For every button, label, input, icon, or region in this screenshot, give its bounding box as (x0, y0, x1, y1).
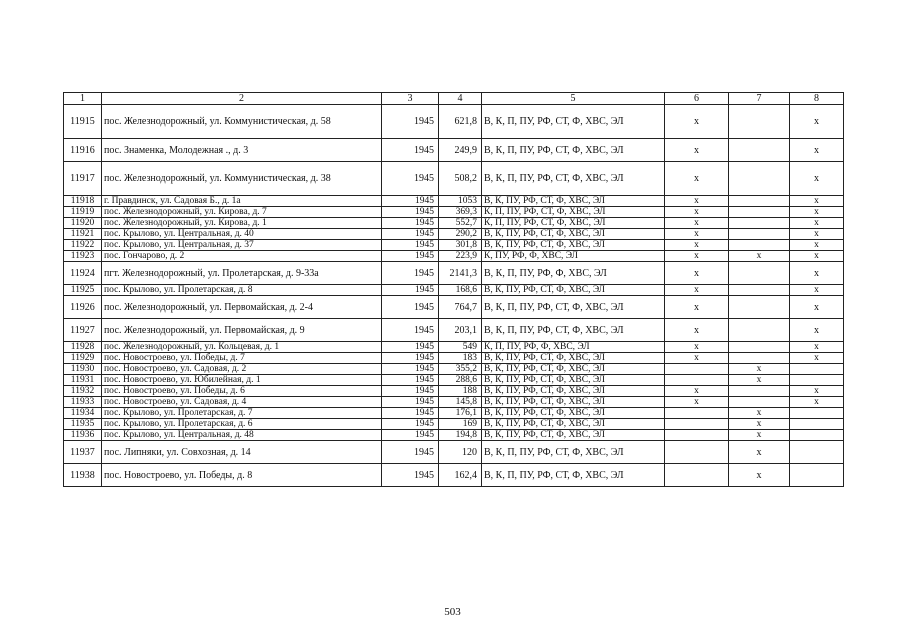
col7-mark-cell: x (729, 441, 790, 464)
row-id-cell: 11930 (64, 364, 102, 375)
row-id-cell: 11938 (64, 464, 102, 487)
col8-mark-cell: x (790, 386, 844, 397)
col8-mark-cell: x (790, 353, 844, 364)
row-id-cell: 11917 (64, 162, 102, 196)
row-id-cell: 11916 (64, 139, 102, 162)
col6-mark-cell: x (665, 353, 729, 364)
systems-cell: В, К, П, ПУ, РФ, СТ, Ф, ХВС, ЭЛ (482, 319, 665, 342)
row-id-cell: 11924 (64, 262, 102, 285)
col8-mark-cell: x (790, 218, 844, 229)
header-cell: 2 (102, 93, 382, 105)
year-cell: 1945 (382, 364, 439, 375)
table-row (64, 386, 844, 397)
col7-mark-cell: x (729, 251, 790, 262)
col6-mark-cell: x (665, 207, 729, 218)
row-id-cell: 11934 (64, 408, 102, 419)
col7-mark-cell: x (729, 464, 790, 487)
header-cell: 4 (439, 93, 482, 105)
table-row (64, 105, 844, 139)
col6-mark-cell: x (665, 319, 729, 342)
address-cell: пос. Крылово, ул. Пролетарская, д. 6 (102, 419, 382, 430)
address-cell: пос. Знаменка, Молодежная ., д. 3 (102, 139, 382, 162)
address-cell: пос. Новостроево, ул. Юбилейная, д. 1 (102, 375, 382, 386)
col8-mark-cell: x (790, 240, 844, 251)
col6-mark-cell: x (665, 139, 729, 162)
col7-mark-cell (729, 386, 790, 397)
col7-mark-cell (729, 139, 790, 162)
year-cell: 1945 (382, 419, 439, 430)
year-cell: 1945 (382, 162, 439, 196)
col8-mark-cell: x (790, 139, 844, 162)
col7-mark-cell (729, 285, 790, 296)
col6-mark-cell: x (665, 196, 729, 207)
row-id-cell: 11933 (64, 397, 102, 408)
systems-cell: В, К, П, ПУ, РФ, СТ, Ф, ХВС, ЭЛ (482, 296, 665, 319)
col8-mark-cell: x (790, 207, 844, 218)
year-cell: 1945 (382, 353, 439, 364)
area-cell: 162,4 (439, 464, 482, 487)
area-cell: 549 (439, 342, 482, 353)
col7-mark-cell (729, 229, 790, 240)
row-id-cell: 11919 (64, 207, 102, 218)
col6-mark-cell (665, 464, 729, 487)
header-cell: 8 (790, 93, 844, 105)
col8-mark-cell: x (790, 285, 844, 296)
col6-mark-cell (665, 375, 729, 386)
table-row (64, 342, 844, 353)
header-cell: 6 (665, 93, 729, 105)
col6-mark-cell: x (665, 397, 729, 408)
address-cell: пос. Железнодорожный, ул. Кирова, д. 1 (102, 218, 382, 229)
col7-mark-cell (729, 353, 790, 364)
area-cell: 2141,3 (439, 262, 482, 285)
area-cell: 301,8 (439, 240, 482, 251)
col7-mark-cell (729, 319, 790, 342)
year-cell: 1945 (382, 375, 439, 386)
col6-mark-cell: x (665, 218, 729, 229)
row-id-cell: 11923 (64, 251, 102, 262)
col7-mark-cell: x (729, 375, 790, 386)
systems-cell: К, П, ПУ, РФ, СТ, Ф, ХВС, ЭЛ (482, 207, 665, 218)
col8-mark-cell: x (790, 397, 844, 408)
systems-cell: В, К, ПУ, РФ, СТ, Ф, ХВС, ЭЛ (482, 353, 665, 364)
year-cell: 1945 (382, 296, 439, 319)
systems-cell: В, К, П, ПУ, РФ, СТ, Ф, ХВС, ЭЛ (482, 162, 665, 196)
area-cell: 621,8 (439, 105, 482, 139)
col8-mark-cell (790, 419, 844, 430)
col6-mark-cell: x (665, 285, 729, 296)
systems-cell: К, П, ПУ, РФ, Ф, ХВС, ЭЛ (482, 342, 665, 353)
col8-mark-cell (790, 408, 844, 419)
table-row (64, 419, 844, 430)
col8-mark-cell: x (790, 196, 844, 207)
table-row (64, 196, 844, 207)
table-row (64, 441, 844, 464)
year-cell: 1945 (382, 240, 439, 251)
col8-mark-cell (790, 464, 844, 487)
year-cell: 1945 (382, 342, 439, 353)
col7-mark-cell (729, 162, 790, 196)
row-id-cell: 11922 (64, 240, 102, 251)
year-cell: 1945 (382, 397, 439, 408)
systems-cell: В, К, ПУ, РФ, СТ, Ф, ХВС, ЭЛ (482, 419, 665, 430)
table-row (64, 251, 844, 262)
table-row (64, 240, 844, 251)
row-id-cell: 11929 (64, 353, 102, 364)
systems-cell: В, К, П, ПУ, РФ, СТ, Ф, ХВС, ЭЛ (482, 105, 665, 139)
systems-cell: К, ПУ, РФ, Ф, ХВС, ЭЛ (482, 251, 665, 262)
table-row (64, 139, 844, 162)
row-id-cell: 11936 (64, 430, 102, 441)
row-id-cell: 11935 (64, 419, 102, 430)
col8-mark-cell: x (790, 342, 844, 353)
col8-mark-cell: x (790, 251, 844, 262)
row-id-cell: 11920 (64, 218, 102, 229)
year-cell: 1945 (382, 386, 439, 397)
address-cell: пос. Липняки, ул. Совхозная, д. 14 (102, 441, 382, 464)
table-body (64, 105, 844, 487)
col6-mark-cell (665, 430, 729, 441)
year-cell: 1945 (382, 285, 439, 296)
systems-cell: В, К, ПУ, РФ, СТ, Ф, ХВС, ЭЛ (482, 430, 665, 441)
systems-cell: В, К, ПУ, РФ, СТ, Ф, ХВС, ЭЛ (482, 285, 665, 296)
table-row (64, 229, 844, 240)
col8-mark-cell (790, 441, 844, 464)
area-cell: 508,2 (439, 162, 482, 196)
table-row (64, 464, 844, 487)
col7-mark-cell (729, 207, 790, 218)
row-id-cell: 11915 (64, 105, 102, 139)
address-cell: пос. Новостроево, ул. Садовая, д. 4 (102, 397, 382, 408)
address-cell: пос. Крылово, ул. Центральная, д. 37 (102, 240, 382, 251)
col8-mark-cell: x (790, 105, 844, 139)
row-id-cell: 11925 (64, 285, 102, 296)
year-cell: 1945 (382, 139, 439, 162)
area-cell: 764,7 (439, 296, 482, 319)
address-cell: пгт. Железнодорожный, ул. Пролетарская, д. 9-33а (102, 262, 382, 285)
area-cell: 288,6 (439, 375, 482, 386)
header-cell: 3 (382, 93, 439, 105)
address-cell: пос. Новостроево, ул. Победы, д. 8 (102, 464, 382, 487)
header-cell: 7 (729, 93, 790, 105)
row-id-cell: 11918 (64, 196, 102, 207)
area-cell: 194,8 (439, 430, 482, 441)
row-id-cell: 11928 (64, 342, 102, 353)
header-cell: 5 (482, 93, 665, 105)
area-cell: 183 (439, 353, 482, 364)
address-cell: пос. Крылово, ул. Пролетарская, д. 8 (102, 285, 382, 296)
area-cell: 188 (439, 386, 482, 397)
col6-mark-cell (665, 419, 729, 430)
table-row (64, 319, 844, 342)
table-row (64, 207, 844, 218)
col6-mark-cell: x (665, 251, 729, 262)
year-cell: 1945 (382, 207, 439, 218)
col6-mark-cell (665, 364, 729, 375)
systems-cell: В, К, ПУ, РФ, СТ, Ф, ХВС, ЭЛ (482, 229, 665, 240)
table-row (64, 262, 844, 285)
col8-mark-cell (790, 375, 844, 386)
systems-cell: В, К, ПУ, РФ, СТ, Ф, ХВС, ЭЛ (482, 386, 665, 397)
systems-cell: В, К, П, ПУ, РФ, Ф, ХВС, ЭЛ (482, 262, 665, 285)
table-row (64, 162, 844, 196)
area-cell: 168,6 (439, 285, 482, 296)
address-cell: пос. Крылово, ул. Пролетарская, д. 7 (102, 408, 382, 419)
address-cell: пос. Железнодорожный, ул. Кольцевая, д. 1 (102, 342, 382, 353)
col8-mark-cell: x (790, 319, 844, 342)
address-cell: пос. Новостроево, ул. Победы, д. 6 (102, 386, 382, 397)
col7-mark-cell: x (729, 430, 790, 441)
col7-mark-cell (729, 105, 790, 139)
col7-mark-cell: x (729, 419, 790, 430)
systems-cell: В, К, ПУ, РФ, СТ, Ф, ХВС, ЭЛ (482, 240, 665, 251)
col7-mark-cell (729, 342, 790, 353)
address-cell: пос. Крылово, ул. Центральная, д. 40 (102, 229, 382, 240)
address-cell: г. Правдинск, ул. Садовая Б., д. 1а (102, 196, 382, 207)
year-cell: 1945 (382, 262, 439, 285)
year-cell: 1945 (382, 229, 439, 240)
systems-cell: В, К, П, ПУ, РФ, СТ, Ф, ХВС, ЭЛ (482, 441, 665, 464)
area-cell: 290,2 (439, 229, 482, 240)
table-row (64, 430, 844, 441)
table-row (64, 218, 844, 229)
col6-mark-cell: x (665, 386, 729, 397)
table-row (64, 296, 844, 319)
year-cell: 1945 (382, 408, 439, 419)
row-id-cell: 11932 (64, 386, 102, 397)
table-row (64, 397, 844, 408)
col7-mark-cell (729, 296, 790, 319)
year-cell: 1945 (382, 464, 439, 487)
address-cell: пос. Крылово, ул. Центральная, д. 48 (102, 430, 382, 441)
area-cell: 355,2 (439, 364, 482, 375)
year-cell: 1945 (382, 430, 439, 441)
col7-mark-cell: x (729, 408, 790, 419)
col7-mark-cell (729, 397, 790, 408)
systems-cell: К, П, ПУ, РФ, СТ, Ф, ХВС, ЭЛ (482, 218, 665, 229)
address-cell: пос. Железнодорожный, ул. Коммунистическая, д. 58 (102, 105, 382, 139)
address-cell: пос. Гончарово, д. 2 (102, 251, 382, 262)
systems-cell: В, К, ПУ, РФ, СТ, Ф, ХВС, ЭЛ (482, 408, 665, 419)
address-cell: пос. Железнодорожный, ул. Первомайская, д. 9 (102, 319, 382, 342)
table-row (64, 375, 844, 386)
year-cell: 1945 (382, 196, 439, 207)
col8-mark-cell: x (790, 296, 844, 319)
systems-cell: В, К, ПУ, РФ, СТ, Ф, ХВС, ЭЛ (482, 397, 665, 408)
systems-cell: В, К, ПУ, РФ, СТ, Ф, ХВС, ЭЛ (482, 196, 665, 207)
col8-mark-cell: x (790, 262, 844, 285)
col7-mark-cell: x (729, 364, 790, 375)
col8-mark-cell (790, 364, 844, 375)
col6-mark-cell (665, 408, 729, 419)
area-cell: 1053 (439, 196, 482, 207)
area-cell: 552,7 (439, 218, 482, 229)
year-cell: 1945 (382, 218, 439, 229)
area-cell: 176,1 (439, 408, 482, 419)
area-cell: 145,8 (439, 397, 482, 408)
row-id-cell: 11937 (64, 441, 102, 464)
row-id-cell: 11926 (64, 296, 102, 319)
area-cell: 120 (439, 441, 482, 464)
row-id-cell: 11921 (64, 229, 102, 240)
row-id-cell: 11927 (64, 319, 102, 342)
col7-mark-cell (729, 240, 790, 251)
area-cell: 249,9 (439, 139, 482, 162)
page-number: 503 (444, 606, 461, 618)
area-cell: 169 (439, 419, 482, 430)
col6-mark-cell (665, 441, 729, 464)
address-cell: пос. Железнодорожный, ул. Кирова, д. 7 (102, 207, 382, 218)
col7-mark-cell (729, 196, 790, 207)
col7-mark-cell (729, 262, 790, 285)
row-id-cell: 11931 (64, 375, 102, 386)
header-cell: 1 (64, 93, 102, 105)
table-row (64, 353, 844, 364)
address-cell: пос. Новостроево, ул. Победы, д. 7 (102, 353, 382, 364)
area-cell: 223,9 (439, 251, 482, 262)
systems-cell: В, К, ПУ, РФ, СТ, Ф, ХВС, ЭЛ (482, 364, 665, 375)
year-cell: 1945 (382, 319, 439, 342)
col6-mark-cell: x (665, 229, 729, 240)
col6-mark-cell: x (665, 296, 729, 319)
year-cell: 1945 (382, 441, 439, 464)
col6-mark-cell: x (665, 240, 729, 251)
area-cell: 369,3 (439, 207, 482, 218)
table-row (64, 364, 844, 375)
col6-mark-cell: x (665, 342, 729, 353)
address-cell: пос. Железнодорожный, ул. Коммунистическая, д. 38 (102, 162, 382, 196)
address-cell: пос. Новостроево, ул. Садовая, д. 2 (102, 364, 382, 375)
address-cell: пос. Железнодорожный, ул. Первомайская, д. 2-4 (102, 296, 382, 319)
header-row (64, 93, 844, 105)
housing-table (63, 92, 844, 487)
systems-cell: В, К, ПУ, РФ, СТ, Ф, ХВС, ЭЛ (482, 375, 665, 386)
col7-mark-cell (729, 218, 790, 229)
table-row (64, 285, 844, 296)
col6-mark-cell: x (665, 162, 729, 196)
col8-mark-cell: x (790, 162, 844, 196)
year-cell: 1945 (382, 251, 439, 262)
systems-cell: В, К, П, ПУ, РФ, СТ, Ф, ХВС, ЭЛ (482, 139, 665, 162)
col6-mark-cell: x (665, 105, 729, 139)
col6-mark-cell: x (665, 262, 729, 285)
table-row (64, 408, 844, 419)
col8-mark-cell (790, 430, 844, 441)
systems-cell: В, К, П, ПУ, РФ, СТ, Ф, ХВС, ЭЛ (482, 464, 665, 487)
area-cell: 203,1 (439, 319, 482, 342)
col8-mark-cell: x (790, 229, 844, 240)
year-cell: 1945 (382, 105, 439, 139)
